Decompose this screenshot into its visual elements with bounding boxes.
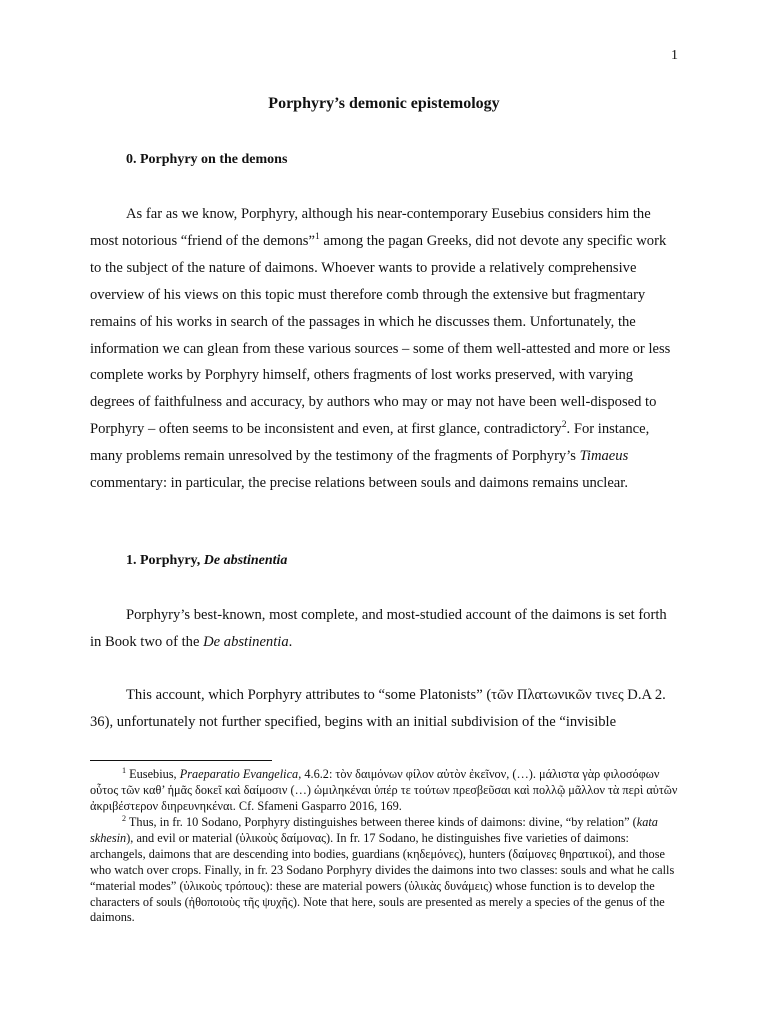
italic-title: De abstinentia <box>203 633 289 650</box>
italic-title: Timaeus <box>579 448 629 465</box>
footnote-1 <box>90 767 680 815</box>
italic-term: kata skhesin <box>90 815 658 845</box>
page-number: 1 <box>671 48 678 63</box>
footnote-mark: 1 <box>122 765 127 775</box>
text-run: ), and evil or material (ὑλικοὺς δαίμονας). In fr. 17 Sodano, he distinguishes five varieties of daimons: archangels, daimons that are descending into bodies, guardians (κηδεμόνες), hunters (δαίμονες θηρατικοί), and those who watch over crops. Finally, in fr. 23 Sodano Porphyry divides the daimons into two classes: souls and what he calls “material modes” (ὑλικοὺς τρόπους): these are material powers (ὑλικὰς δυνάμεις) whose function is to develop the characters of souls (ἠθοποιοὺς τῆς ψυχῆς). Note that here, souls are presented as merely a species of the genus of the daimons. <box>90 830 675 925</box>
text-run: As far as we know, Porphyry, although his near-contemporary Eusebius considers him the most notorious “friend of the demons” <box>90 206 651 249</box>
section-1-paragraph-2 <box>90 682 672 736</box>
footnote-ref-2[interactable]: 2 <box>561 419 567 431</box>
text-run: . For instance, many problems remain unresolved by the testimony of the fragments of Porphyry’s <box>90 421 650 465</box>
heading-text: 1. Porphyry, <box>126 553 204 568</box>
text-run: Eusebius, <box>126 767 180 781</box>
text-run: This account, which Porphyry attributes to “some Platonists” (τῶν Πλατωνικῶν τινες D.A 2. 36), unfortunately not further specified, begins with an initial subdivision of the “invisible <box>90 687 666 730</box>
text-run: . <box>288 633 293 650</box>
document-title: Porphyry’s demonic epistemology <box>268 95 500 112</box>
footnote-separator <box>90 760 272 761</box>
text-run: commentary: in particular, the precise relations between souls and daimons remains unclear. <box>90 475 628 492</box>
text-run: Porphyry’s best-known, most complete, and most-studied account of the daimons is set forth in Book two of the <box>90 607 667 650</box>
heading-italic: De abstinentia <box>203 553 288 568</box>
section-1-paragraph-1 <box>90 602 672 656</box>
footnote-ref-1[interactable]: 1 <box>314 231 320 243</box>
text-run: , 4.6.2: τὸν δαιμόνων φίλον αὐτὸν ἐκεῖνον, (…). μάλιστα γὰρ φιλοσόφων οὗτος τῶν καθ’ ἡμᾶς δοκεῖ καὶ δαίμοσιν (…) ὡμιληκέναι ὑπέρ τε τούτων πρεσβεῦσαι καὶ πολλῷ μᾶλλον τὰ περὶ αὐτῶν ἀκριβέστερον διηρευνηκέναι. Cf. Sfameni Gasparro 2016, 169. <box>90 767 678 813</box>
section-1-heading <box>126 553 287 569</box>
text-run: among the pagan Greeks, did not devote any specific work to the subject of the nature of daimons. Whoever wants to provide a relatively comprehensive overview of his views on this topic must therefore comb through the extensive but fragmentary remains of his works in search of the passages in which he discusses them. Unfortunately, the information we can glean from these various sources – some of them well-attested and more or less complete works by Porphyry himself, others fragments of lost works preserved, with varying degrees of faithfulness and accuracy, by authors who may or may not have been well-disposed to Porphyry – often seems to be inconsistent and even, at first glance, contradictory <box>90 232 671 438</box>
text-run: Thus, in fr. 10 Sodano, Porphyry distinguishes between theree kinds of daimons: divine, “by relation” ( <box>126 815 637 829</box>
section-0-paragraph <box>90 201 672 497</box>
section-0-heading: 0. Porphyry on the demons <box>126 152 288 167</box>
footnote-2 <box>90 815 680 926</box>
footnote-mark: 2 <box>122 813 127 823</box>
italic-title: Praeparatio Evangelica <box>179 767 299 781</box>
